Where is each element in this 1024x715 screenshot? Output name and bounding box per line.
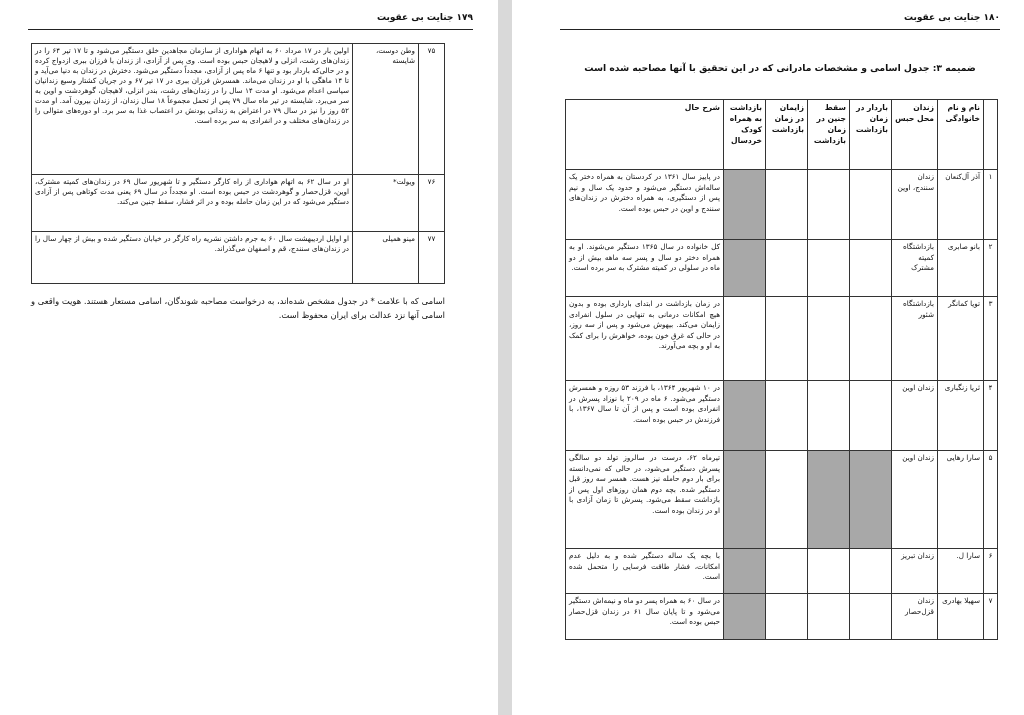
row-number: ۳ <box>984 297 998 381</box>
row-childbirth-cell <box>766 240 808 297</box>
row-prison: زندان سنندج، اوین <box>892 170 938 240</box>
row-description: او در سال ۶۲ به اتهام هواداری از راه کارگر دستگیر و تا شهریور سال ۶۹ در زندان‌های کمیته مشترک، اوین، قزل‌حصار و گوهردشت در حبس بوده است. او مجدداً در سال ۶۹ یعنی مدت کوتاهی پس از آزادی دستگیر می‌شود که در این زمان حامله بوده و در اثر فشار، سقط جنین می‌کند. <box>32 175 353 232</box>
right-page <box>512 0 1024 715</box>
row-prison: زندان اوین <box>892 451 938 549</box>
column-header-miscarriage: سقط جنین در زمان بازداشت <box>808 100 850 170</box>
row-pregnant-cell <box>850 240 892 297</box>
column-header-number <box>984 100 998 170</box>
row-prison: زندان قزل‌حصار <box>892 594 938 640</box>
row-name: ویولت* <box>353 175 419 232</box>
row-pregnant-cell <box>850 170 892 240</box>
left-page-header: ۱۷۹ جنایت بی عقوبت <box>28 10 473 30</box>
row-number: ۷۵ <box>419 44 445 175</box>
table-row <box>566 297 998 381</box>
row-name: سهیلا بهادری <box>938 594 984 640</box>
row-miscarriage-cell <box>808 594 850 640</box>
row-number: ۷ <box>984 594 998 640</box>
left-page <box>0 0 498 715</box>
row-number: ۱ <box>984 170 998 240</box>
row-with-child-cell <box>724 297 766 381</box>
row-number: ۵ <box>984 451 998 549</box>
row-name: سارا رهایی <box>938 451 984 549</box>
row-miscarriage-cell <box>808 381 850 451</box>
row-description: در زمان بازداشت در ابتدای بارداری بوده و بدون هیچ امکانات درمانی به تنهایی در سلول انفرادی زایمان می‌کند. بیهوش می‌شود و پس از سه روز، در حالی که غرق خون بوده، خواهرش را برای کمک به او و بچه می‌آورند. <box>566 297 724 381</box>
row-description: تیرماه ۶۲، درست در سالروز تولد دو سالگی پسرش دستگیر می‌شود، در حالی که نمی‌دانسته برای بار دوم حامله نیز هست. همسر سه روز قبل دستگیر شده. بچه دوم همان روزهای اول پس از بازداشت سقط می‌شود. پسرش تا زمان آزادی با او در زندان بوده است. <box>566 451 724 549</box>
row-childbirth-cell <box>766 381 808 451</box>
row-name: آذر آل‌کنعان <box>938 170 984 240</box>
table-row <box>566 381 998 451</box>
row-childbirth-cell <box>766 594 808 640</box>
row-with-child-cell <box>724 549 766 594</box>
row-with-child-cell <box>724 594 766 640</box>
table-body <box>566 170 998 640</box>
row-with-child-cell <box>724 170 766 240</box>
table-row <box>32 175 445 232</box>
row-childbirth-cell <box>766 297 808 381</box>
column-header-description: شرح حال <box>566 100 724 170</box>
table-row <box>566 549 998 594</box>
row-childbirth-cell <box>766 549 808 594</box>
left-page-table <box>31 43 445 284</box>
row-miscarriage-cell <box>808 170 850 240</box>
appendix-title: ضمیمه ۳: جدول اسامی و مشخصات مادرانی که در این تحقیق با آنها مصاحبه شده است <box>584 63 976 74</box>
table-row <box>32 232 445 284</box>
table-row <box>566 170 998 240</box>
row-childbirth-cell <box>766 451 808 549</box>
row-prison: بازداشتگاه کمیته مشترک <box>892 240 938 297</box>
row-number: ۴ <box>984 381 998 451</box>
row-pregnant-cell <box>850 381 892 451</box>
column-header-childbirth: زایمان در زمان بازداشت <box>766 100 808 170</box>
row-description: در ۱۰ شهریور ۱۳۶۴، با فرزند ۵۳ روزه و همسرش دستگیر می‌شود. ۶ ماه در ۲۰۹ با نوزاد پسرش در انفرادی بوده است و پس از آن تا سال ۱۳۶۷، با فرزندش در حبس بوده است. <box>566 381 724 451</box>
row-with-child-cell <box>724 451 766 549</box>
table-row <box>566 451 998 549</box>
row-prison: زندان تبریز <box>892 549 938 594</box>
row-prison: بازداشتگاه شئور <box>892 297 938 381</box>
row-name: بانو صابری <box>938 240 984 297</box>
row-name: سارا ل. <box>938 549 984 594</box>
table-row <box>32 44 445 175</box>
row-description: اولین بار در ۱۷ مرداد ۶۰ به اتهام هواداری از سازمان مجاهدین خلق دستگیر می‌شود و تا ۱۷ تیر ۶۴ را در زندان‌های رشت، انزلی و لاهیجان حبس بوده است. وی پس از آزادی، از زندان با فرزان ببری ازدواج کرده و در حالی‌که باردار بود و تنها ۶ ماه پس از آزادی، مجدداً دستگیر می‌شود. دخترش در زندان به دنیا می‌آید و تا ۱۴ ماهگی با او در زندان می‌ماند. همسرش فرزان ببری در ۱۷ تیر ۶۷ و در جریان کشتار وسیع زندانیان سیاسی اعدام می‌شود. او مدت ۱۴ سال را در زندان‌های رشت، بندر انزلی، لاهیجان، گوهردشت و اوین به سر می‌برد. شایسته در تیر ماه سال ۷۹ پس از تحمل مجموعاً ۱۸ سال زندان، از زندان بیرون آمد. او مدت ۵۲ روز را نیز در سال ۷۹ در اعتراض به زندانی بودنش در اعتصاب غذا به سر برد. او دوره‌های متوالی را در زندان‌های مختلف و در انفرادی به سر برده است. <box>32 44 353 175</box>
row-with-child-cell <box>724 240 766 297</box>
row-prison: زندان اوین <box>892 381 938 451</box>
row-pregnant-cell <box>850 451 892 549</box>
row-description: در پاییز سال ۱۳۶۱ در کردستان به همراه دختر یک ساله‌اش دستگیر می‌شود و حدود یک سال و نیم پس از دستگیری، به همراه دخترش در زندان‌های سنندج و اوین در حبس بوده است. <box>566 170 724 240</box>
table-row <box>566 240 998 297</box>
row-description: با بچه یک ساله دستگیر شده و به دلیل عدم امکانات، فشار طاقت فرسایی را متحمل شده است. <box>566 549 724 594</box>
column-header-pregnant: باردار در زمان بازداشت <box>850 100 892 170</box>
row-name: وطن دوست، شایسته <box>353 44 419 175</box>
row-number: ۶ <box>984 549 998 594</box>
row-pregnant-cell <box>850 297 892 381</box>
right-page-header: ۱۸۰ جنایت بی عقوبت <box>560 10 1000 30</box>
row-miscarriage-cell <box>808 297 850 381</box>
mothers-table <box>565 99 998 640</box>
row-childbirth-cell <box>766 170 808 240</box>
row-description: کل خانواده در سال ۱۳۶۵ دستگیر می‌شوند. او به همراه دختر دو سال و پسر سه ماهه بیش از دو ماه در سلولی در کمیته مشترک به سر برده است. <box>566 240 724 297</box>
row-number: ۷۶ <box>419 175 445 232</box>
row-number: ۲ <box>984 240 998 297</box>
column-header-with-child: بازداشت به همراه کودک خردسال <box>724 100 766 170</box>
column-header-prison: زندان محل حبس <box>892 100 938 170</box>
row-number: ۷۷ <box>419 232 445 284</box>
row-name: مینو همیلی <box>353 232 419 284</box>
footnote: اسامی که با علامت * در جدول مشخص شده‌اند، به درخواست مصاحبه شوندگان، اسامی مستعار هستند. هویت واقعی و اسامی آنها نزد عدالت برای ایران محفوظ است. <box>31 296 445 320</box>
row-with-child-cell <box>724 381 766 451</box>
row-miscarriage-cell <box>808 451 850 549</box>
column-header-name: نام و نام خانوادگی <box>938 100 984 170</box>
table-row <box>566 594 998 640</box>
row-name: ثریا زنگباری <box>938 381 984 451</box>
row-miscarriage-cell <box>808 549 850 594</box>
row-pregnant-cell <box>850 594 892 640</box>
row-miscarriage-cell <box>808 240 850 297</box>
table-header-row <box>566 100 998 170</box>
row-pregnant-cell <box>850 549 892 594</box>
row-name: تویا کمانگر <box>938 297 984 381</box>
row-description: در سال ۶۰ به همراه پسر دو ماه و نیمه‌اش دستگیر می‌شود و تا پایان سال ۶۱ در زندان قزل‌حصار حبس بوده است. <box>566 594 724 640</box>
page-gutter <box>498 0 512 715</box>
row-description: او اوایل اردیبهشت سال ۶۰ به جرم داشتن نشریه راه کارگر در خیابان دستگیر شده و بیش از چهار سال را در زندان‌های سنندج، قم و اصفهان می‌گذراند. <box>32 232 353 284</box>
